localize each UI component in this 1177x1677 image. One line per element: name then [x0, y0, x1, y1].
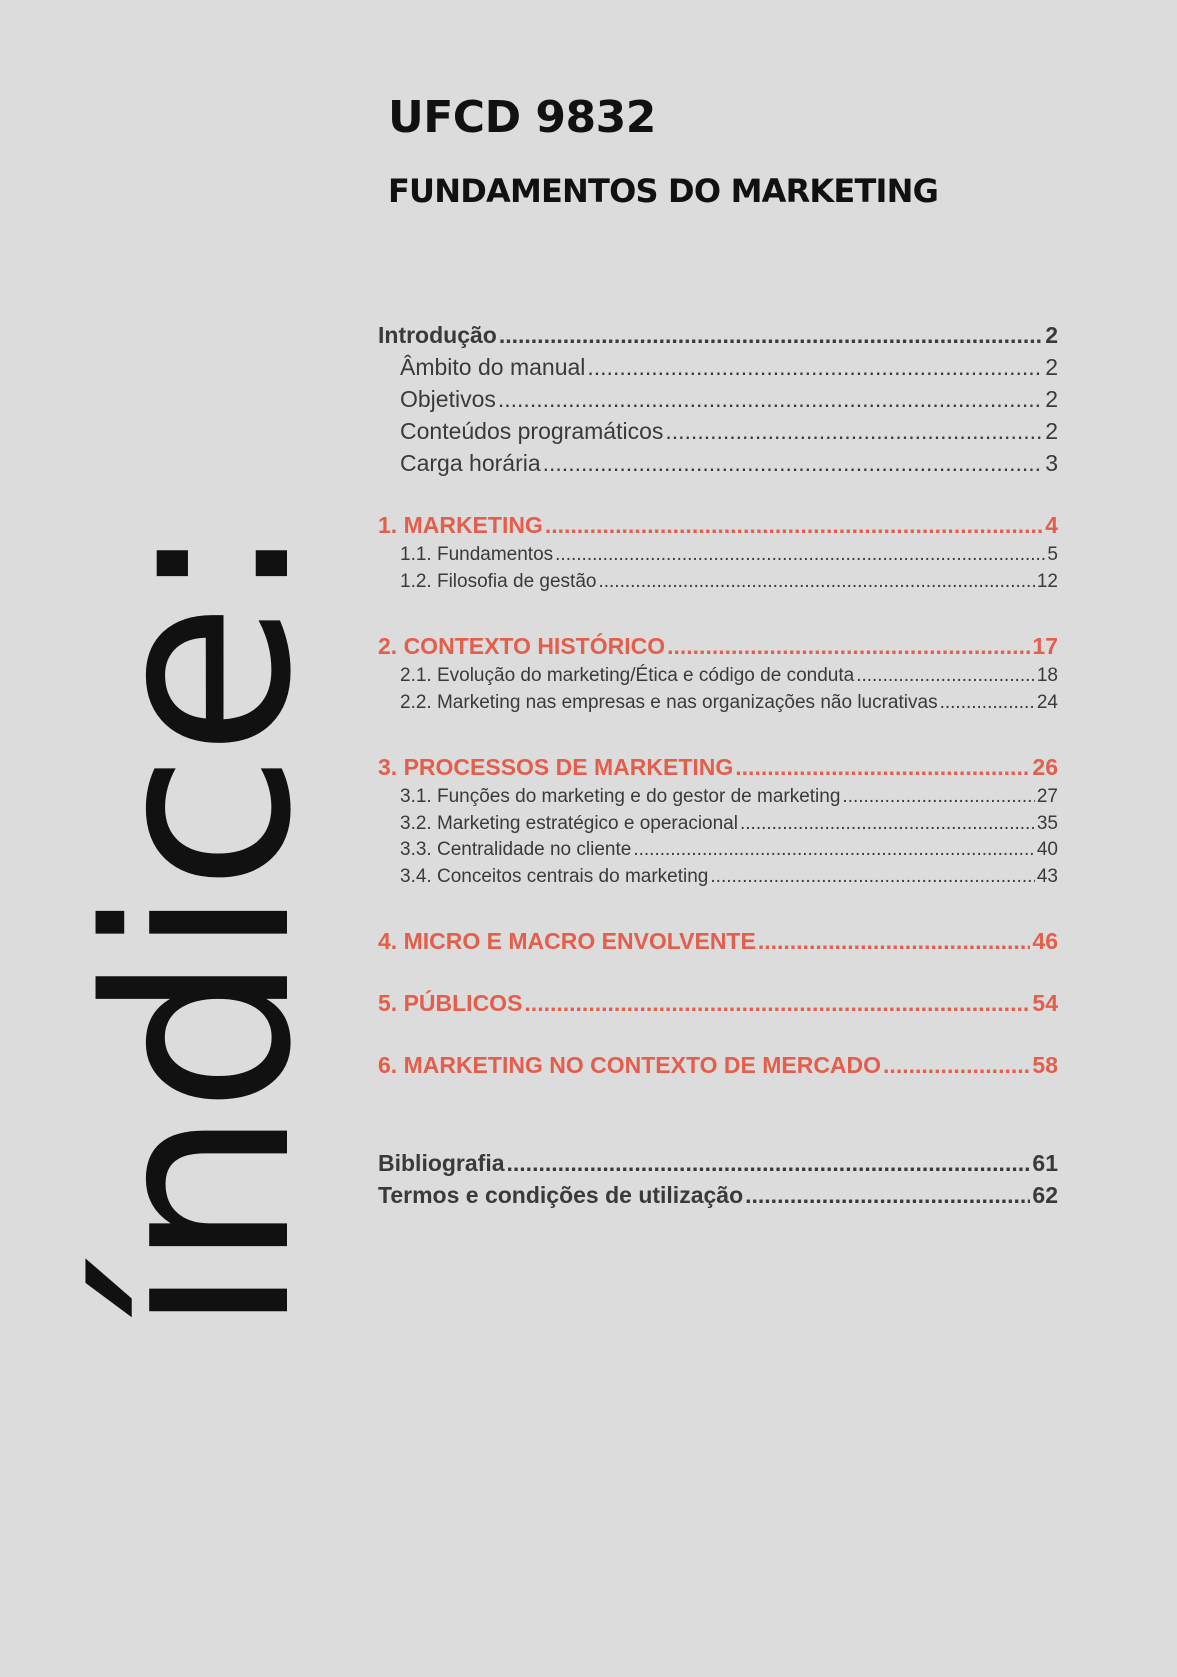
toc-chapter-1[interactable]	[378, 512, 1058, 544]
toc-leader	[842, 786, 1034, 808]
toc-entry-bibliografia[interactable]	[378, 1150, 1058, 1182]
toc-label: 3.3. Centralidade no cliente	[400, 839, 632, 860]
toc-leader	[543, 450, 1044, 477]
table-of-contents	[378, 322, 1058, 1214]
toc-label: Objetivos	[400, 386, 496, 412]
toc-page: 17	[1032, 633, 1058, 659]
toc-label: 2. CONTEXTO HISTÓRICO	[378, 633, 666, 659]
toc-label: 2.1. Evolução do marketing/Ética e código de conduta	[400, 665, 855, 686]
toc-page: 54	[1032, 990, 1058, 1016]
toc-page: 2	[1045, 386, 1058, 412]
toc-entry[interactable]	[378, 544, 1058, 571]
toc-page: 61	[1032, 1150, 1058, 1176]
toc-leader	[524, 990, 1030, 1017]
toc-label: 1.1. Fundamentos	[400, 544, 554, 565]
toc-page: 43	[1036, 865, 1058, 887]
toc-leader	[507, 1150, 1031, 1177]
toc-entry[interactable]	[378, 418, 1058, 450]
toc-label: 6. MARKETING NO CONTEXTO DE MERCADO	[378, 1052, 882, 1078]
toc-page: 58	[1032, 1052, 1058, 1078]
toc-leader	[498, 386, 1043, 413]
toc-entry[interactable]	[378, 813, 1058, 840]
toc-leader	[587, 354, 1043, 381]
toc-label: 3.2. Marketing estratégico e operacional	[400, 812, 738, 834]
toc-page: 62	[1032, 1182, 1058, 1208]
page-title: UFCD 9832	[388, 92, 656, 143]
toc-chapter-2[interactable]	[378, 633, 1058, 665]
toc-chapter-5[interactable]	[378, 990, 1058, 1022]
toc-label: Termos e condições de utilização	[378, 1182, 744, 1208]
toc-entry-introducao[interactable]	[378, 322, 1058, 354]
toc-label: 5. PÚBLICOS	[378, 990, 523, 1016]
toc-entry[interactable]	[378, 839, 1058, 866]
toc-entry[interactable]	[378, 786, 1058, 813]
toc-page: 26	[1032, 754, 1058, 780]
toc-leader	[545, 512, 1043, 539]
toc-page: 40	[1036, 839, 1058, 860]
toc-leader	[940, 692, 1035, 714]
toc-page: 35	[1036, 812, 1058, 834]
toc-label: Conteúdos programáticos	[400, 418, 664, 444]
toc-chapter-3[interactable]	[378, 754, 1058, 786]
toc-leader	[856, 665, 1035, 687]
toc-entry[interactable]	[378, 866, 1058, 893]
toc-page: 2	[1045, 322, 1058, 348]
toc-label: 1.2. Filosofia de gestão	[400, 570, 597, 592]
toc-leader	[735, 754, 1030, 781]
toc-leader	[598, 571, 1034, 593]
toc-entry[interactable]	[378, 386, 1058, 418]
toc-page: 12	[1036, 570, 1058, 592]
toc-entry[interactable]	[378, 665, 1058, 692]
toc-leader	[633, 839, 1035, 861]
toc-page: 4	[1045, 512, 1058, 538]
toc-entry[interactable]	[378, 571, 1058, 598]
toc-entry[interactable]	[378, 354, 1058, 386]
toc-leader	[745, 1182, 1030, 1209]
toc-leader	[883, 1052, 1030, 1079]
toc-entry[interactable]	[378, 450, 1058, 482]
toc-page: 18	[1036, 665, 1058, 686]
toc-leader	[665, 418, 1043, 445]
toc-page: 2	[1045, 354, 1058, 380]
toc-leader	[499, 322, 1043, 349]
toc-chapter-4[interactable]	[378, 928, 1058, 960]
toc-leader	[710, 866, 1034, 888]
toc-chapter-6[interactable]	[378, 1052, 1058, 1084]
toc-page: 5	[1047, 544, 1058, 565]
toc-label: 3. PROCESSOS DE MARKETING	[378, 754, 734, 780]
toc-label: 3.4. Conceitos centrais do marketing	[400, 865, 709, 887]
toc-entry-termos[interactable]	[378, 1182, 1058, 1214]
toc-label: 4. MICRO E MACRO ENVOLVENTE	[378, 928, 756, 954]
toc-leader	[667, 633, 1030, 660]
toc-label: Carga horária	[400, 450, 541, 476]
toc-page: 46	[1032, 928, 1058, 954]
toc-leader	[758, 928, 1031, 955]
toc-label: 1. MARKETING	[378, 512, 543, 538]
toc-page: 2	[1045, 418, 1058, 444]
toc-label: 3.1. Funções do marketing e do gestor de marketing	[400, 786, 841, 807]
toc-page: 3	[1045, 450, 1058, 476]
page-subtitle: FUNDAMENTOS DO MARKETING	[388, 172, 939, 210]
toc-page: 24	[1036, 691, 1058, 713]
toc-leader	[740, 813, 1035, 835]
toc-entry[interactable]	[378, 692, 1058, 719]
toc-label: Bibliografia	[378, 1150, 505, 1176]
toc-label: Introdução	[378, 322, 497, 348]
index-vertical-heading: índice:	[54, 524, 347, 1335]
toc-label: 2.2. Marketing nas empresas e nas organizações não lucrativas	[400, 691, 938, 713]
toc-leader	[555, 544, 1045, 566]
toc-page: 27	[1036, 786, 1058, 807]
toc-label: Âmbito do manual	[400, 354, 586, 380]
